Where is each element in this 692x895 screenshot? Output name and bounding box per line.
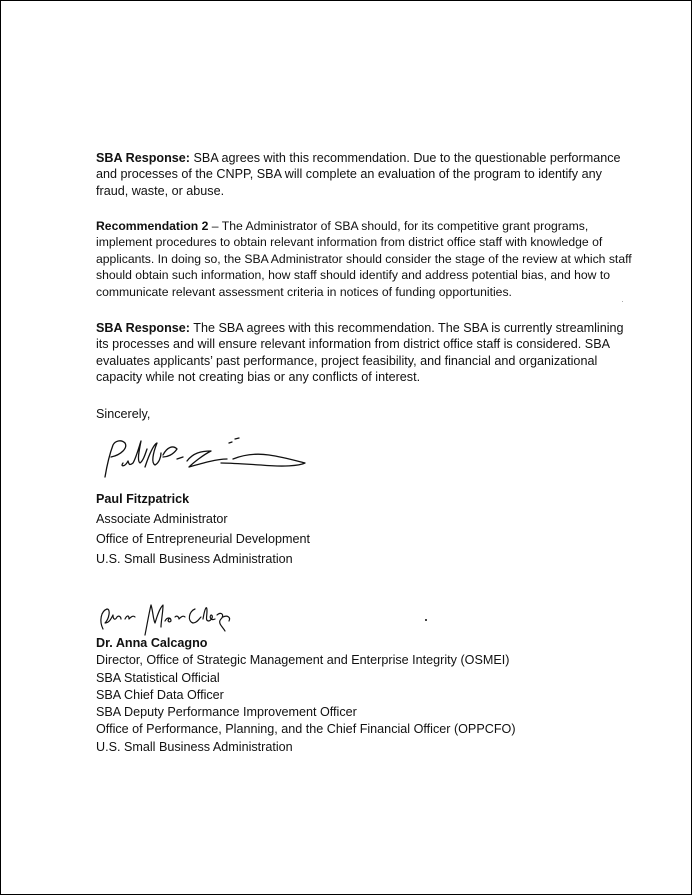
scan-speck bbox=[425, 619, 427, 621]
signer-1-agency: U.S. Small Business Administration bbox=[96, 552, 293, 566]
signer-2-title-3: SBA Chief Data Officer bbox=[96, 687, 224, 702]
signer-2-name: Dr. Anna Calcagno bbox=[96, 636, 208, 650]
signer-2-block bbox=[96, 635, 516, 756]
scan-speck bbox=[622, 301, 623, 302]
sba-response-1-text: SBA agrees with this recommendation. Due to the questionable performance and processes of the CNPP, SBA will complete an evaluation of the program to identify any fraud, waste, or abuse. bbox=[96, 151, 621, 198]
signer-1-title: Associate Administrator bbox=[96, 512, 228, 526]
signer-2-title-4: SBA Deputy Performance Improvement Officer bbox=[96, 705, 357, 720]
sba-response-2-text: The SBA agrees with this recommendation. The SBA is currently streamlining its processes and will ensure relevant information from district office staff is considered. SBA evaluates applicants’ past performance, project feasibility, and financial and organizational capacity while not creating bias or any conflicts of interest. bbox=[96, 321, 624, 385]
sba-response-2-paragraph bbox=[96, 320, 636, 386]
recommendation-2-text: – The Administrator of SBA should, for its competitive grant programs, implement procedures to obtain relevant information from district office staff with knowledge of applicants. In doing so, the SBA Administrator should consider the stage of the review at which staff should obtain such information, how staff should identify and address potential bias, and how to communicate relevant assessment criteria in notices of funding opportunities. bbox=[96, 219, 632, 299]
paul-fitzpatrick-signature bbox=[93, 433, 323, 481]
recommendation-2-label: Recommendation 2 bbox=[96, 219, 209, 233]
recommendation-2-paragraph bbox=[96, 218, 636, 300]
signer-1-name: Paul Fitzpatrick bbox=[96, 492, 190, 506]
signer-2-agency: U.S. Small Business Administration bbox=[96, 739, 293, 754]
sba-response-1-label: SBA Response: bbox=[96, 151, 191, 165]
sba-response-2-label: SBA Response: bbox=[96, 321, 191, 335]
closing: Sincerely, bbox=[96, 407, 151, 421]
signer-2-title-1: Director, Office of Strategic Management and Enterprise Integrity (OSMEI) bbox=[96, 653, 510, 668]
signer-2-title-5: Office of Performance, Planning, and the Chief Financial Officer (OPPCFO) bbox=[96, 722, 516, 737]
signer-1-block bbox=[96, 489, 310, 569]
sba-response-1-paragraph bbox=[96, 150, 636, 199]
signer-2-title-2: SBA Statistical Official bbox=[96, 670, 220, 685]
signer-1-office: Office of Entrepreneurial Development bbox=[96, 532, 310, 546]
